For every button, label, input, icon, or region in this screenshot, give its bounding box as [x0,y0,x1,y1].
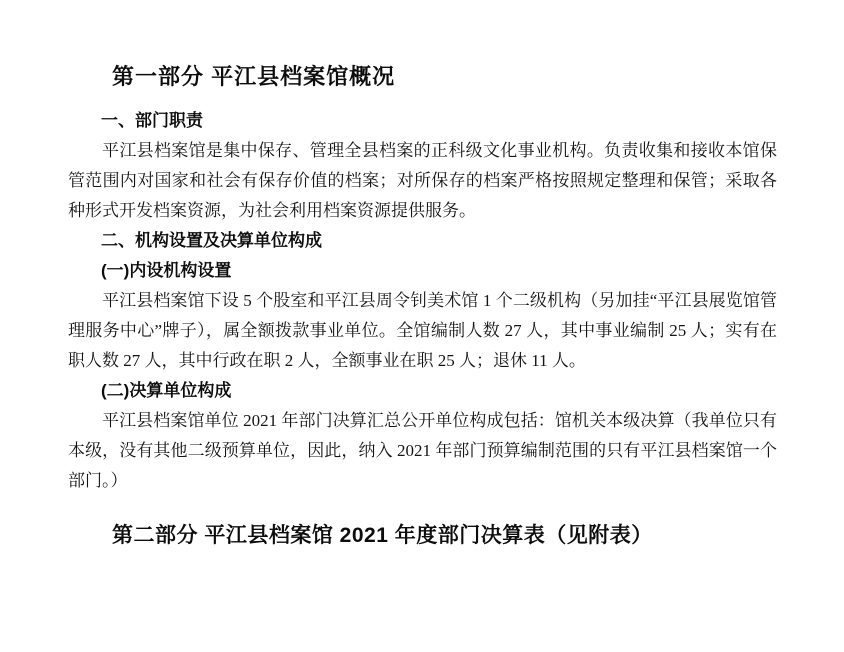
part1-title: 第一部分 平江县档案馆概况 [112,64,396,89]
part2-title: 第二部分 平江县档案馆 2021 年度部门决算表（见附表） [112,524,653,547]
section2a-heading: (一)内设机构设置 [101,261,232,280]
document-content [68,60,777,552]
section2b-heading: (二)决算单位构成 [101,381,232,400]
section2b-paragraph: 平江县档案馆单位 2021 年部门决算汇总公开单位构成包括：馆机关本级决算（我单位只有本级，没有其他二级预算单位，因此，纳入 2021 年部门预算编制范围的只有平江县档案馆一个部门。） [68,411,777,490]
section2-heading: 二、机构设置及决算单位构成 [101,231,322,250]
section1-heading: 一、部门职责 [101,111,203,130]
section1-paragraph: 平江县档案馆是集中保存、管理全县档案的正科级文化事业机构。负责收集和接收本馆保管范围内对国家和社会有保存价值的档案；对所保存的档案严格按照规定整理和保管；采取各种形式开发档案资源，为社会利用档案资源提供服务。 [68,141,777,220]
section2a-paragraph: 平江县档案馆下设 5 个股室和平江县周令钊美术馆 1 个二级机构（另加挂“平江县展览馆管理服务中心”牌子），属全额拨款事业单位。全馆编制人数 27 人，其中事业编制 25 人；实有在职人数 27 人，其中行政在职 2 人，全额事业在职 25 人；退休 11 人。 [68,291,777,370]
